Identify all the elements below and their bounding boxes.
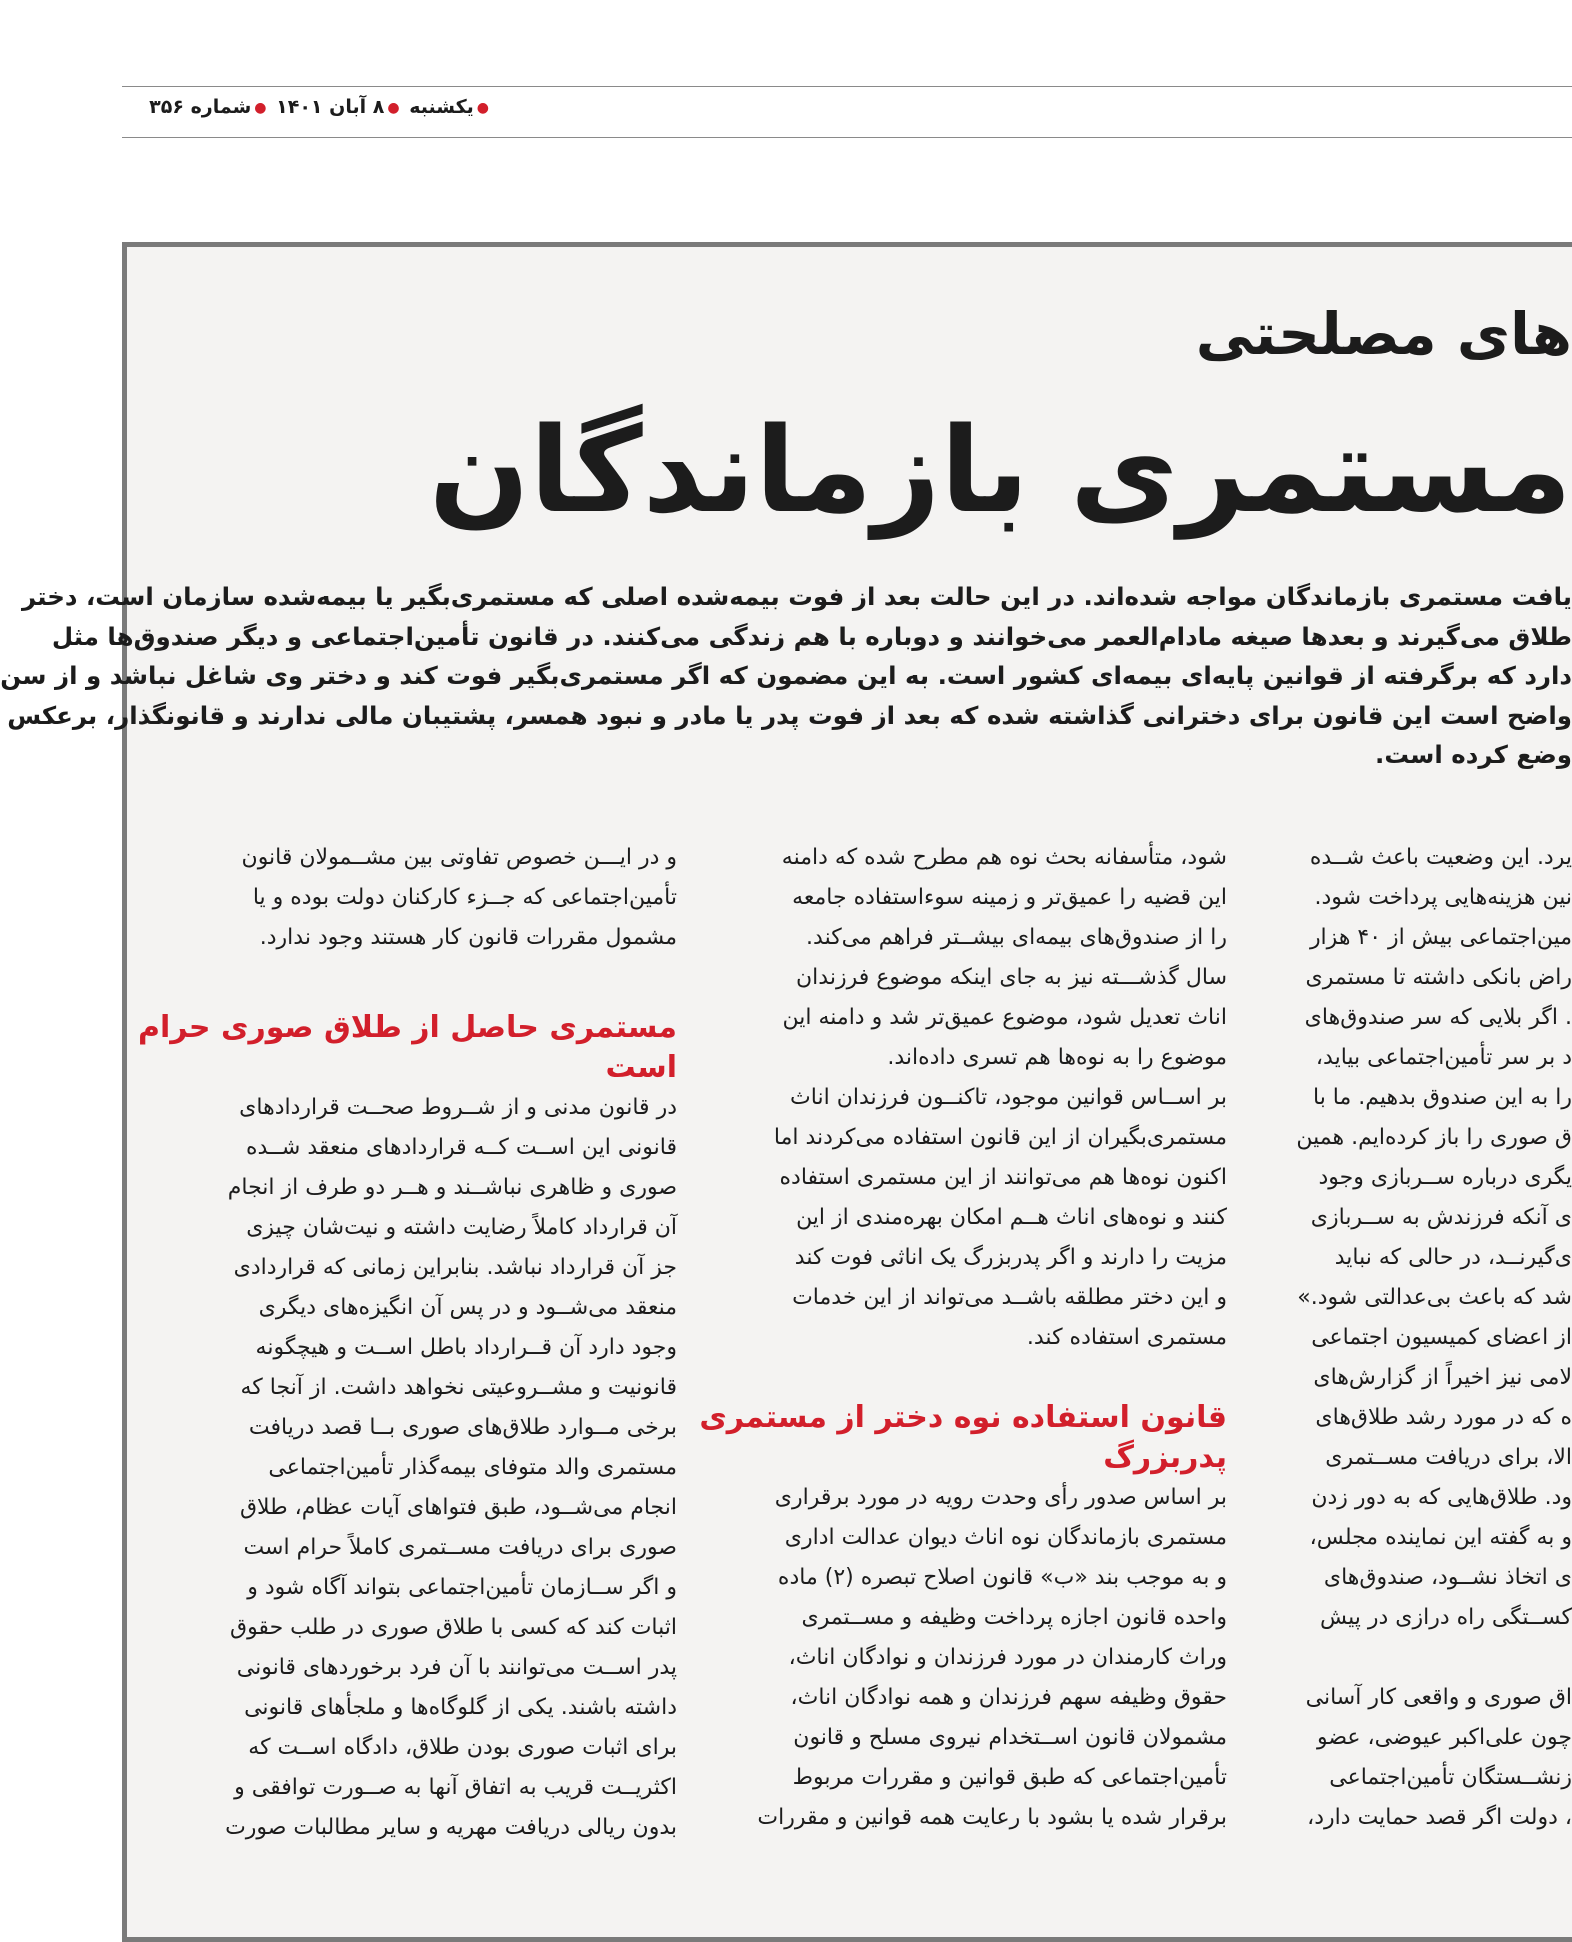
article-headline: مستمری بازماندگان — [428, 401, 1572, 539]
body-line: اق صوری و واقعی کار آسانی — [1305, 1685, 1572, 1710]
body-line: و در ایـــن خصوص تفاوتی بین مشــمولان قانون — [241, 845, 677, 870]
body-line: و به موجب بند «ب» قانون اصلاح تبصره (۲) ماده — [777, 1565, 1227, 1590]
body-line: اثبات کند که کسی با طلاق صوری در طلب حقوق — [230, 1615, 677, 1640]
body-line: موضوع را به نوه‌ها هم تسری داده‌اند. — [887, 1045, 1227, 1070]
folio-issue: شماره ۳۵۶ — [149, 96, 252, 118]
body-line: کنند و نوه‌های اناث هــم امکان بهره‌مندی از این — [796, 1205, 1227, 1230]
body-line: نین هزینه‌هایی پرداخت شود. — [1314, 885, 1572, 910]
body-line: قانونیت و مشــروعیتی نخواهد داشت. از آنجا که — [240, 1375, 677, 1400]
body-line: انجام می‌شــود، طبق فتواهای آیات عظام، طلاق — [239, 1495, 677, 1520]
body-line: را به این صندوق بدهیم. ما با — [1312, 1085, 1572, 1110]
body-line: برای اثبات صوری بودن طلاق، دادگاه اســت که — [248, 1735, 677, 1760]
body-line: و اگر ســازمان تأمین‌اجتماعی بتواند آگاه شود و — [247, 1575, 677, 1600]
bullet-icon: ● — [387, 99, 400, 116]
body-line: اکنون نوه‌ها هم می‌توانند از این مستمری استفاده — [779, 1165, 1227, 1190]
bullet-icon: ● — [254, 99, 267, 116]
body-line: لامی نیز اخیراً از گزارش‌های — [1313, 1365, 1572, 1390]
folio-line — [122, 96, 492, 118]
body-line: الا، برای دریافت مســتمری — [1325, 1445, 1572, 1470]
body-line: و این دختر مطلقه باشــد می‌تواند از این خدمات — [792, 1285, 1227, 1310]
header-bottom-rule — [122, 137, 1572, 138]
body-line: برقرار شده یا بشود با رعایت همه قوانین و مقررات — [757, 1805, 1227, 1830]
body-line: پدر اســت می‌توانند با آن فرد برخوردهای قانونی — [236, 1655, 677, 1680]
body-line: یگری درباره ســربازی وجود — [1318, 1165, 1572, 1190]
body-line: در قانون مدنی و از شــروط صحــت قراردادهای — [239, 1095, 677, 1120]
body-line: کســتگی راه درازی در پیش — [1320, 1605, 1572, 1630]
header-top-rule — [122, 86, 1572, 87]
bullet-icon: ● — [476, 99, 489, 116]
lead-line: وضع کرده است. — [1375, 740, 1572, 769]
body-line: وراث کارمندان در مورد فرزندان و نوادگان اناث، — [788, 1645, 1227, 1670]
lead-line: طلاق می‌گیرند و بعدها صیغه مادام‌العمر می‌خوانند و دوباره با هم زندگی می‌کنند. در قانون تأمین‌اجتماعی و دیگر صندوق‌ها مثل — [51, 621, 1572, 651]
body-line: مستمری بازماندگان نوه اناث دیوان عدالت اداری — [784, 1525, 1227, 1550]
body-line: بر اســاس قوانین موجود، تاکنــون فرزندان اناث — [790, 1085, 1227, 1110]
body-line: مشمول مقررات قانون کار هستند وجود ندارد. — [259, 925, 677, 950]
body-line: یرد. این وضعیت باعث شــده — [1309, 845, 1572, 870]
body-line: سال گذشـــته نیز به جای اینکه موضوع فرزندان — [796, 965, 1227, 990]
body-line: و به گفته این نماینده مجلس، — [1309, 1525, 1572, 1550]
body-line: ه که در مورد رشد طلاق‌های — [1315, 1405, 1572, 1430]
body-line: حقوق وظیفه سهم فرزندان و همه نوادگان اناث، — [790, 1685, 1227, 1710]
body-line: اناث تعدیل شود، موضوع عمیق‌تر شد و دامنه این — [782, 1005, 1227, 1030]
subheading: است — [605, 1050, 677, 1085]
body-line: را از صندوق‌های بیمه‌ای بیشــتر فراهم می‌کند. — [806, 925, 1227, 950]
column-left — [137, 838, 677, 1848]
lead-line: دارد که برگرفته از قوانین پایه‌ای بیمه‌ای کشور است. به این مضمون که اگر مستمری‌بگیر فوت کند و دختر وی شاغل نباشد و از سن — [0, 661, 1572, 690]
column-middle — [699, 838, 1227, 1838]
body-line: ی اتخاذ نشــود، صندوق‌های — [1323, 1565, 1572, 1590]
body-line: منعقد می‌شــود و در پس آن انگیزه‌های دیگری — [258, 1295, 677, 1320]
article-kicker: های مصلحتی — [1195, 300, 1572, 368]
body-line: راض بانکی داشته تا مستمری — [1305, 965, 1572, 990]
body-line: مستمری والد متوفای بیمه‌گذار تأمین‌اجتماعی — [268, 1455, 677, 1480]
body-line: مستمری استفاده کند. — [1026, 1325, 1227, 1350]
body-line: زنشــستگان تأمین‌اجتماعی — [1329, 1765, 1572, 1790]
folio-date: ۸ آبان ۱۴۰۱ — [276, 96, 385, 118]
body-line: . اگر بلایی که سر صندوق‌های — [1304, 1005, 1572, 1030]
body-line: مزیت را دارند و اگر پدربزرگ یک اناثی فوت کند — [794, 1245, 1227, 1270]
lead-line: واضح است این قانون برای دخترانی گذاشته شده که بعد از فوت پدر یا مادر و نبود همسر، پشتیبان مالی ندارند و قانونگذار، برعکس — [7, 700, 1572, 730]
lead-line: یافت مستمری بازماندگان مواجه شده‌اند. در این حالت بعد از فوت بیمه‌شده اصلی که مستمری‌بگیر یا بیمه‌شده سازمان است، دختر — [21, 582, 1572, 611]
body-line: واحده قانون اجازه پرداخت وظیفه و مســتمری — [801, 1605, 1227, 1630]
body-line: ی‌گیرنــد، در حالی که نباید — [1334, 1245, 1572, 1270]
body-line: ق صوری را باز کرده‌ایم. همین — [1296, 1125, 1572, 1150]
body-line: تأمین‌اجتماعی که جــزء کارکنان دولت بوده و یا — [252, 885, 677, 910]
body-line: داشته باشند. یکی از گلوگاه‌ها و ملجأهای قانونی — [244, 1695, 677, 1720]
body-line: صوری و ظاهری نباشــند و هــر دو طرف از انجام — [227, 1175, 677, 1200]
body-line: از اعضای کمیسیون اجتماعی — [1311, 1325, 1572, 1350]
body-line: مین‌اجتماعی بیش از ۴۰ هزار — [1309, 925, 1572, 950]
subheading: مستمری حاصل از طلاق صوری حرام — [137, 1010, 677, 1045]
body-line: بر اساس صدور رأی وحدت رویه در مورد برقراری — [774, 1485, 1227, 1510]
body-line: این قضیه را عمیق‌تر و زمینه سوءاستفاده جامعه — [792, 885, 1227, 910]
body-line: قانونی این اســت کــه قراردادهای منعقد شــده — [245, 1135, 677, 1160]
body-line: شد که باعث بی‌عدالتی شود.» — [1297, 1285, 1572, 1310]
body-line: ی آنکه فرزندش به ســربازی — [1310, 1205, 1572, 1230]
body-line: تأمین‌اجتماعی که طبق قوانین و مقررات مربوط — [792, 1765, 1227, 1790]
body-line: صوری برای دریافت مســتمری کاملاً حرام است — [243, 1535, 677, 1560]
body-line: ، دولت اگر قصد حمایت دارد، — [1307, 1805, 1572, 1830]
body-line: وجود دارد آن قــرارداد باطل اســت و هیچگونه — [255, 1335, 677, 1360]
body-line: مشمولان قانون اســتخدام نیروی مسلح و قانون — [793, 1725, 1227, 1750]
body-line: چون علی‌اکبر عیوضی، عضو — [1316, 1725, 1572, 1750]
body-line: اکثریــت قریب به اتفاق آنها به صــورت توافقی و — [234, 1775, 677, 1800]
body-line: مستمری‌بگیران از این قانون استفاده می‌کردند اما — [773, 1125, 1227, 1150]
body-line: د بر سر تأمین‌اجتماعی بیاید، — [1315, 1045, 1572, 1070]
body-line: شود، متأسفانه بحث نوه هم مطرح شده که دامنه — [781, 845, 1227, 870]
folio-day: یکشنبه — [409, 96, 474, 118]
subheading: پدربزرگ — [1103, 1440, 1227, 1475]
body-line: جز آن قرارداد نباشد. بنابراین زمانی که قراردادی — [233, 1255, 677, 1280]
body-line: ود. طلاق‌هایی که به دور زدن — [1311, 1485, 1572, 1510]
body-line: آن قرارداد کاملاً رضایت داشته و نیت‌شان چیزی — [246, 1215, 677, 1240]
body-line: برخی مــوارد طلاق‌های صوری بــا قصد دریافت — [248, 1415, 677, 1440]
column-right — [1277, 838, 1572, 1838]
article-lead — [0, 577, 1572, 775]
body-line: بدون ریالی دریافت مهریه و سایر مطالبات صورت — [225, 1815, 677, 1840]
subheading: قانون استفاده نوه دختر از مستمری — [699, 1400, 1227, 1435]
